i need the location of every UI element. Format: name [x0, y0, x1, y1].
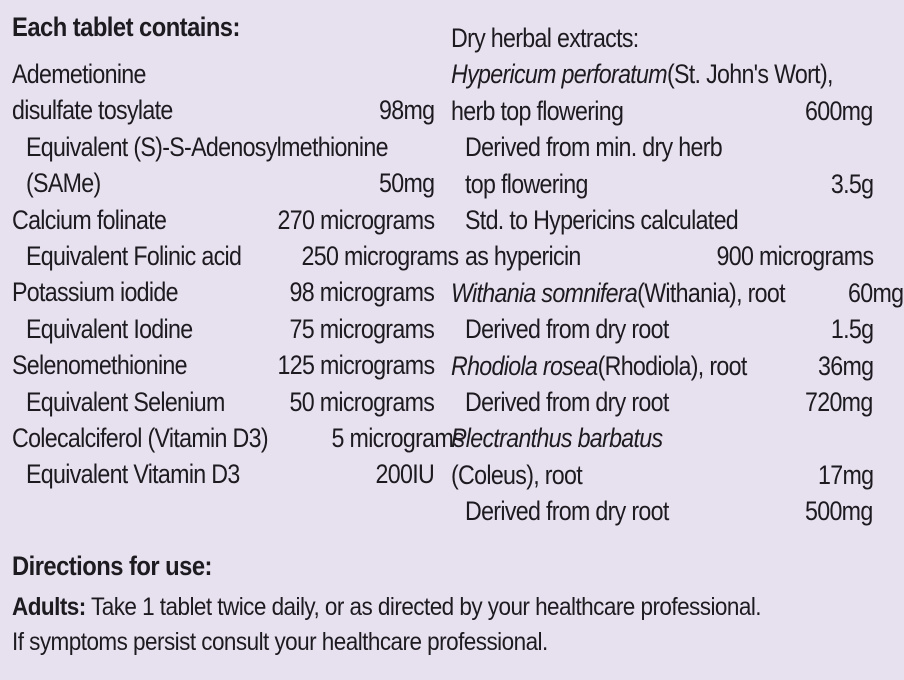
ingredient-row	[451, 202, 873, 238]
ingredient-label: disulfate tosylate	[12, 95, 173, 126]
ingredient-name	[12, 420, 268, 456]
ingredient-name	[465, 166, 588, 202]
ingredient-label: Std. to Hypericins calculated	[465, 204, 739, 235]
ingredient-row	[451, 238, 873, 274]
ingredient-amount: 125 micrograms	[277, 350, 434, 381]
ingredient-amount: 900 micrograms	[716, 241, 873, 272]
botanical-name: Hypericum perforatum	[451, 59, 667, 90]
ingredient-name	[12, 56, 146, 92]
ingredient-row	[451, 348, 873, 384]
ingredient-label: Equivalent Folinic acid	[26, 240, 242, 271]
ingredient-label: Derived from min. dry herb	[465, 132, 722, 163]
ingredient-row	[451, 56, 873, 92]
directions-heading: Directions for use:	[12, 551, 212, 581]
ingredient-row	[451, 457, 873, 493]
ingredient-amount: 17mg	[817, 459, 873, 490]
ingredient-row	[12, 202, 434, 238]
ingredient-label: Potassium iodide	[12, 277, 178, 308]
ingredient-label: Dry herbal extracts:	[451, 23, 639, 53]
ingredient-row	[451, 420, 873, 456]
ingredients-heading: Each tablet contains:	[12, 12, 240, 42]
ingredient-row	[451, 275, 904, 311]
ingredient-row	[451, 384, 873, 420]
ingredient-row	[12, 347, 434, 383]
ingredient-amount: 36mg	[817, 350, 873, 381]
ingredient-row	[12, 92, 434, 128]
adults-text: Take 1 tablet twice daily, or as directed by your healthcare professional.	[85, 593, 762, 621]
ingredient-row	[12, 384, 434, 420]
ingredient-amount: 500mg	[805, 496, 873, 527]
ingredient-name	[26, 238, 241, 274]
ingredient-label: Ademetionine	[12, 59, 146, 89]
ingredient-amount: 98 micrograms	[289, 277, 434, 308]
ingredient-label: Derived from dry root	[465, 314, 669, 345]
ingredient-label: Selenomethionine	[12, 350, 187, 381]
botanical-name: Plectranthus barbatus	[451, 423, 663, 454]
ingredient-label: Equivalent (S)-S-Adenosylmethionine	[26, 131, 388, 162]
ingredient-amount: 5 micrograms	[331, 422, 464, 453]
ingredient-label: Equivalent Iodine	[26, 313, 193, 344]
ingredient-row	[12, 456, 434, 492]
ingredient-amount: 3.5g	[830, 168, 873, 199]
ingredient-label: Calcium folinate	[12, 204, 167, 235]
ingredient-amount: 600mg	[805, 95, 873, 126]
ingredient-row	[451, 129, 873, 165]
ingredient-name	[451, 275, 785, 311]
ingredient-row	[12, 165, 434, 201]
ingredient-label: top flowering	[465, 168, 588, 199]
ingredient-label: Equivalent Vitamin D3	[26, 459, 240, 490]
ingredient-name	[451, 93, 623, 129]
ingredient-row	[12, 274, 434, 310]
ingredient-name	[451, 20, 639, 56]
ingredient-label: (Coleus), root	[451, 459, 583, 490]
ingredient-amount: 250 micrograms	[301, 240, 459, 271]
ingredient-amount: 98mg	[378, 95, 434, 126]
ingredient-amount: 50mg	[378, 168, 434, 199]
ingredient-name	[26, 384, 225, 420]
adults-label: Adults:	[12, 593, 86, 621]
ingredient-label: Derived from dry root	[465, 386, 669, 417]
ingredient-label: (Withania), root	[637, 277, 785, 308]
ingredient-row	[451, 20, 873, 56]
ingredient-amount: 200IU	[375, 459, 434, 490]
ingredient-row	[451, 166, 873, 202]
ingredient-label: Colecalciferol (Vitamin D3)	[12, 422, 268, 453]
ingredient-name	[451, 420, 662, 456]
ingredient-name	[12, 347, 187, 383]
ingredient-name	[465, 384, 669, 420]
ingredient-amount: 1.5g	[830, 314, 873, 345]
ingredient-name	[465, 311, 669, 347]
ingredient-amount: 50 micrograms	[289, 386, 434, 417]
ingredient-label: herb top flowering	[451, 95, 624, 126]
ingredient-label: (SAMe)	[26, 168, 101, 199]
ingredient-name	[465, 493, 669, 529]
ingredient-label: (Rhodiola), root	[597, 350, 747, 381]
ingredient-name	[465, 129, 722, 165]
ingredient-label: as hypericin	[465, 241, 581, 272]
ingredient-name	[12, 274, 178, 310]
ingredient-label: Derived from dry root	[465, 496, 669, 527]
ingredient-row	[451, 493, 873, 529]
ingredient-label: Equivalent Selenium	[26, 386, 225, 417]
ingredient-label: (St. John's Wort),	[666, 59, 833, 90]
ingredient-name	[26, 129, 388, 165]
ingredient-row	[12, 238, 459, 274]
ingredient-amount: 270 micrograms	[277, 204, 434, 235]
ingredients-left-column	[12, 56, 464, 493]
ingredient-amount: 75 micrograms	[289, 313, 434, 344]
ingredient-row	[12, 311, 434, 347]
ingredient-name	[26, 165, 101, 201]
ingredient-name	[26, 311, 192, 347]
ingredient-row	[12, 56, 434, 92]
ingredient-row	[451, 93, 873, 129]
ingredient-name	[12, 92, 173, 128]
ingredient-name	[451, 56, 833, 92]
ingredient-name	[465, 202, 738, 238]
botanical-name: Rhodiola rosea	[451, 350, 598, 381]
ingredient-row	[12, 129, 434, 165]
ingredient-row	[451, 311, 873, 347]
botanical-name: Withania somnifera	[451, 277, 638, 308]
ingredients-right-column	[451, 20, 904, 529]
ingredient-name	[12, 202, 166, 238]
ingredient-name	[465, 238, 581, 274]
directions-adults-line	[12, 591, 761, 623]
ingredient-amount: 60mg	[848, 277, 904, 308]
ingredient-name	[451, 457, 582, 493]
ingredient-name	[451, 348, 747, 384]
ingredient-row	[12, 420, 464, 456]
ingredient-amount: 720mg	[805, 386, 873, 417]
ingredient-name	[26, 456, 240, 492]
directions-note: If symptoms persist consult your healthcare professional.	[12, 628, 548, 656]
